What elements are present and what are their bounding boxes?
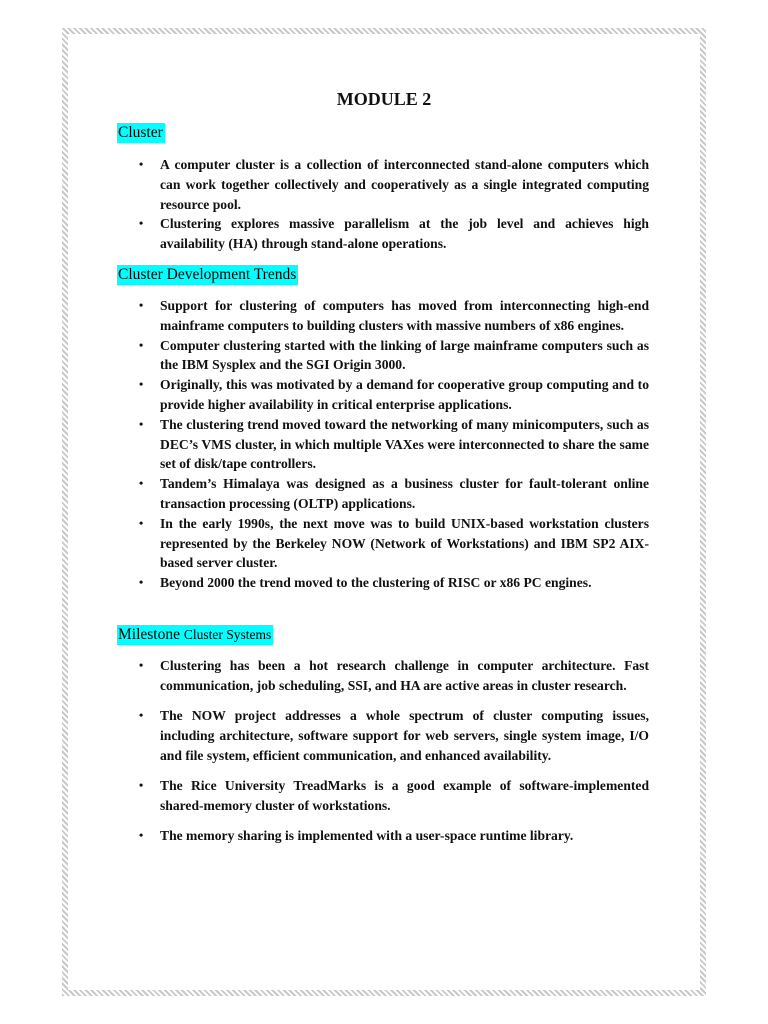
list-item-text: Clustering has been a hot research challenge in computer architecture. Fast communication, job scheduling, SSI, and HA are active areas in cluster research. (160, 658, 649, 693)
bullet-icon: • (139, 828, 144, 843)
cluster-bullet-list (138, 155, 649, 254)
bullet-icon: • (139, 337, 144, 352)
list-item-text: Clustering explores massive parallelism at the job level and achieves high availability (HA) through stand-alone operations. (160, 216, 649, 252)
list-item-text: The Rice University TreadMarks is a good example of software-implemented shared-memory cluster of workstations. (160, 777, 649, 813)
bullet-icon: • (139, 515, 144, 530)
list-item (138, 776, 649, 816)
section-heading-cluster-development-trends: Cluster Development Trends (118, 266, 297, 283)
list-item-text: A computer cluster is a collection of interconnected stand-alone computers which can work together collectively and cooperatively as a single integrated computing resource pool. (160, 157, 649, 212)
bullet-icon: • (139, 377, 144, 392)
list-item (138, 656, 649, 696)
list-item-text: In the early 1990s, the next move was to build UNIX-based workstation clusters represented by the Berkeley NOW (Network of Workstations) and IBM SP2 AIX-based server cluster. (160, 515, 649, 571)
milestone-bullet-list (138, 656, 649, 856)
heading-part-milestone: Milestone (118, 626, 180, 643)
list-item-text: Originally, this was motivated by a demand for cooperative group computing and to provide higher availability in critical enterprise applications. (160, 377, 649, 412)
bullet-icon: • (139, 216, 144, 231)
bullet-icon: • (139, 476, 144, 491)
list-item (138, 706, 649, 765)
list-item-text: Tandem’s Himalaya was designed as a business cluster for fault-tolerant online transaction processing (OLTP) applications. (160, 476, 649, 511)
trends-bullet-list (138, 296, 649, 593)
section-heading-cluster: Cluster (118, 124, 163, 141)
list-item-text: Support for clustering of computers has moved from interconnecting high-end mainframe computers to building clusters with massive numbers of x86 engines. (160, 298, 649, 333)
list-item-text: The memory sharing is implemented with a user-space runtime library. (160, 828, 574, 844)
list-item (138, 296, 649, 336)
list-item-text: The clustering trend moved toward the networking of many minicomputers, such as DEC’s VMS cluster, in which multiple VAXes were interconnected to share the same set of disk/tape controllers. (160, 416, 649, 472)
list-item (138, 336, 649, 376)
heading-part-cluster-systems: Cluster Systems (183, 627, 272, 642)
list-item-text: Beyond 2000 the trend moved to the clustering of RISC or x86 PC engines. (160, 575, 592, 591)
list-item (138, 514, 649, 573)
list-item (138, 573, 649, 593)
bullet-icon: • (139, 575, 144, 590)
section-heading-milestone-cluster-systems (117, 625, 273, 645)
bullet-icon: • (139, 658, 144, 672)
bullet-icon: • (139, 157, 144, 171)
list-item (138, 826, 649, 846)
list-item (138, 474, 649, 514)
list-item (138, 415, 649, 474)
bullet-icon: • (139, 416, 144, 431)
list-item (138, 155, 649, 214)
bullet-icon: • (139, 777, 144, 792)
module-title: MODULE 2 (336, 89, 432, 109)
list-item-text: Computer clustering started with the linking of large mainframe computers such as the IBM Sysplex and the SGI Origin 3000. (160, 337, 649, 373)
list-item (138, 214, 649, 254)
list-item (138, 375, 649, 415)
bullet-icon: • (139, 708, 144, 723)
bullet-icon: • (139, 298, 144, 312)
list-item-text: The NOW project addresses a whole spectrum of cluster computing issues, including architecture, software support for web servers, single system image, I/O and file system, efficient communication, and enhanced availability. (160, 708, 649, 763)
